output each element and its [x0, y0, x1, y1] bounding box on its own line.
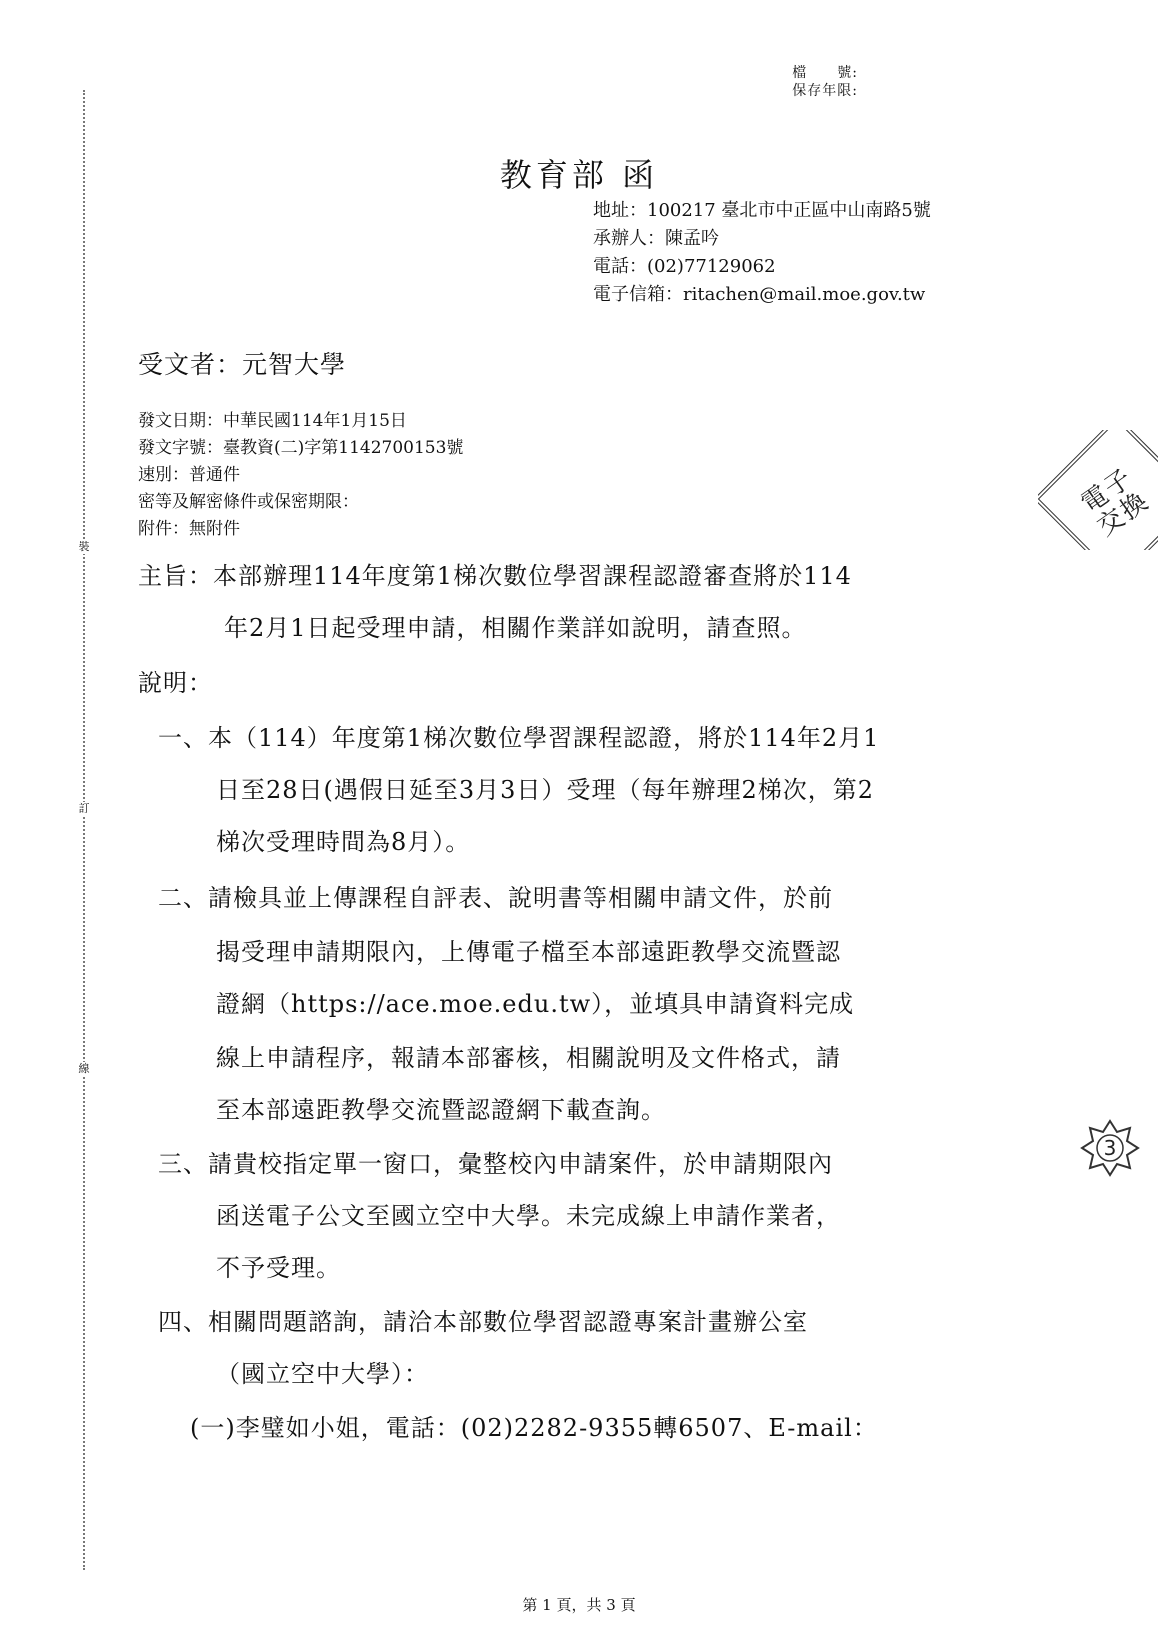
attachment: 附件：無附件 [138, 519, 240, 539]
meta-block [138, 408, 463, 543]
subject-line-1: 主旨：本部辦理114年度第1梯次數位學習課程認證審查將於114 [138, 562, 852, 590]
item-1-line-3: 梯次受理時間為8月）。 [216, 828, 471, 856]
recipient: 受文者：元智大學 [138, 350, 347, 379]
item-2-line-5: 至本部遠距教學交流暨認證網下載查詢。 [216, 1096, 666, 1124]
item-1-line-1: 一、本（114）年度第1梯次數位學習課程認證，將於114年2月1 [158, 724, 880, 752]
item-3-line-1: 三、請貴校指定單一窗口，彙整校內申請案件，於申請期限內 [158, 1150, 833, 1178]
speed-class: 速別：普通件 [138, 465, 240, 485]
sender-handler: 承辦人：陳孟吟 [593, 228, 719, 249]
binding-mark-bind: 裝 [74, 540, 94, 554]
sender-address: 地址：100217 臺北市中正區中山南路5號 [593, 200, 931, 221]
item-4-line-2: （國立空中大學）： [216, 1360, 429, 1388]
binding-line [83, 90, 85, 1570]
archive-info [792, 64, 858, 100]
item-3-line-3: 不予受理。 [216, 1254, 341, 1282]
item-1-line-2: 日至28日(遇假日延至3月3日）受理（每年辦理2梯次，第2 [216, 776, 874, 804]
binding-mark-staple: 訂 [74, 802, 94, 816]
secrecy-level: 密等及解密條件或保密期限： [138, 492, 359, 512]
e-exchange-seal [1038, 430, 1158, 550]
item-2-line-1: 二、請檢具並上傳課程自評表、說明書等相關申請文件，於前 [158, 884, 833, 912]
item-2-line-4: 線上申請程序，報請本部審核，相關說明及文件格式，請 [216, 1044, 841, 1072]
page-stamp-icon [1080, 1118, 1140, 1178]
sender-phone: 電話：(02)77129062 [593, 256, 776, 277]
seal-text: 電子交換 [1075, 462, 1156, 543]
retention-label: 保存年限: [792, 83, 858, 99]
page-title: 教育部 函 [499, 156, 659, 194]
document-number: 發文字號：臺教資(二)字第1142700153號 [138, 438, 464, 458]
explanation-label: 說明： [138, 669, 213, 697]
item-2-line-3[interactable]: 證網（https://ace.moe.edu.tw），並填具申請資料完成 [216, 990, 855, 1018]
item-4-line-1: 四、相關問題諮詢，請洽本部數位學習認證專案計畫辦公室 [158, 1308, 808, 1336]
item-2-line-2: 揭受理申請期限內，上傳電子檔至本部遠距教學交流暨認 [216, 938, 841, 966]
binding-mark-line: 線 [74, 1062, 94, 1076]
sender-email[interactable]: 電子信箱：ritachen@mail.moe.gov.tw [593, 284, 926, 305]
item-3-line-2: 函送電子公文至國立空中大學。未完成線上申請作業者， [216, 1202, 841, 1230]
item-4-line-3: (一)李璧如小姐，電話：(02)2282-9355轉6507、E-mail： [190, 1414, 878, 1442]
file-number-label: 檔 號: [792, 65, 858, 81]
stamp-number: 3 [1103, 1136, 1117, 1160]
page-footer: 第 1 頁，共 3 頁 [522, 1596, 636, 1614]
subject-line-2: 年2月1日起受理申請，相關作業詳如說明，請查照。 [224, 614, 807, 642]
issue-date: 發文日期：中華民國114年1月15日 [138, 411, 407, 431]
